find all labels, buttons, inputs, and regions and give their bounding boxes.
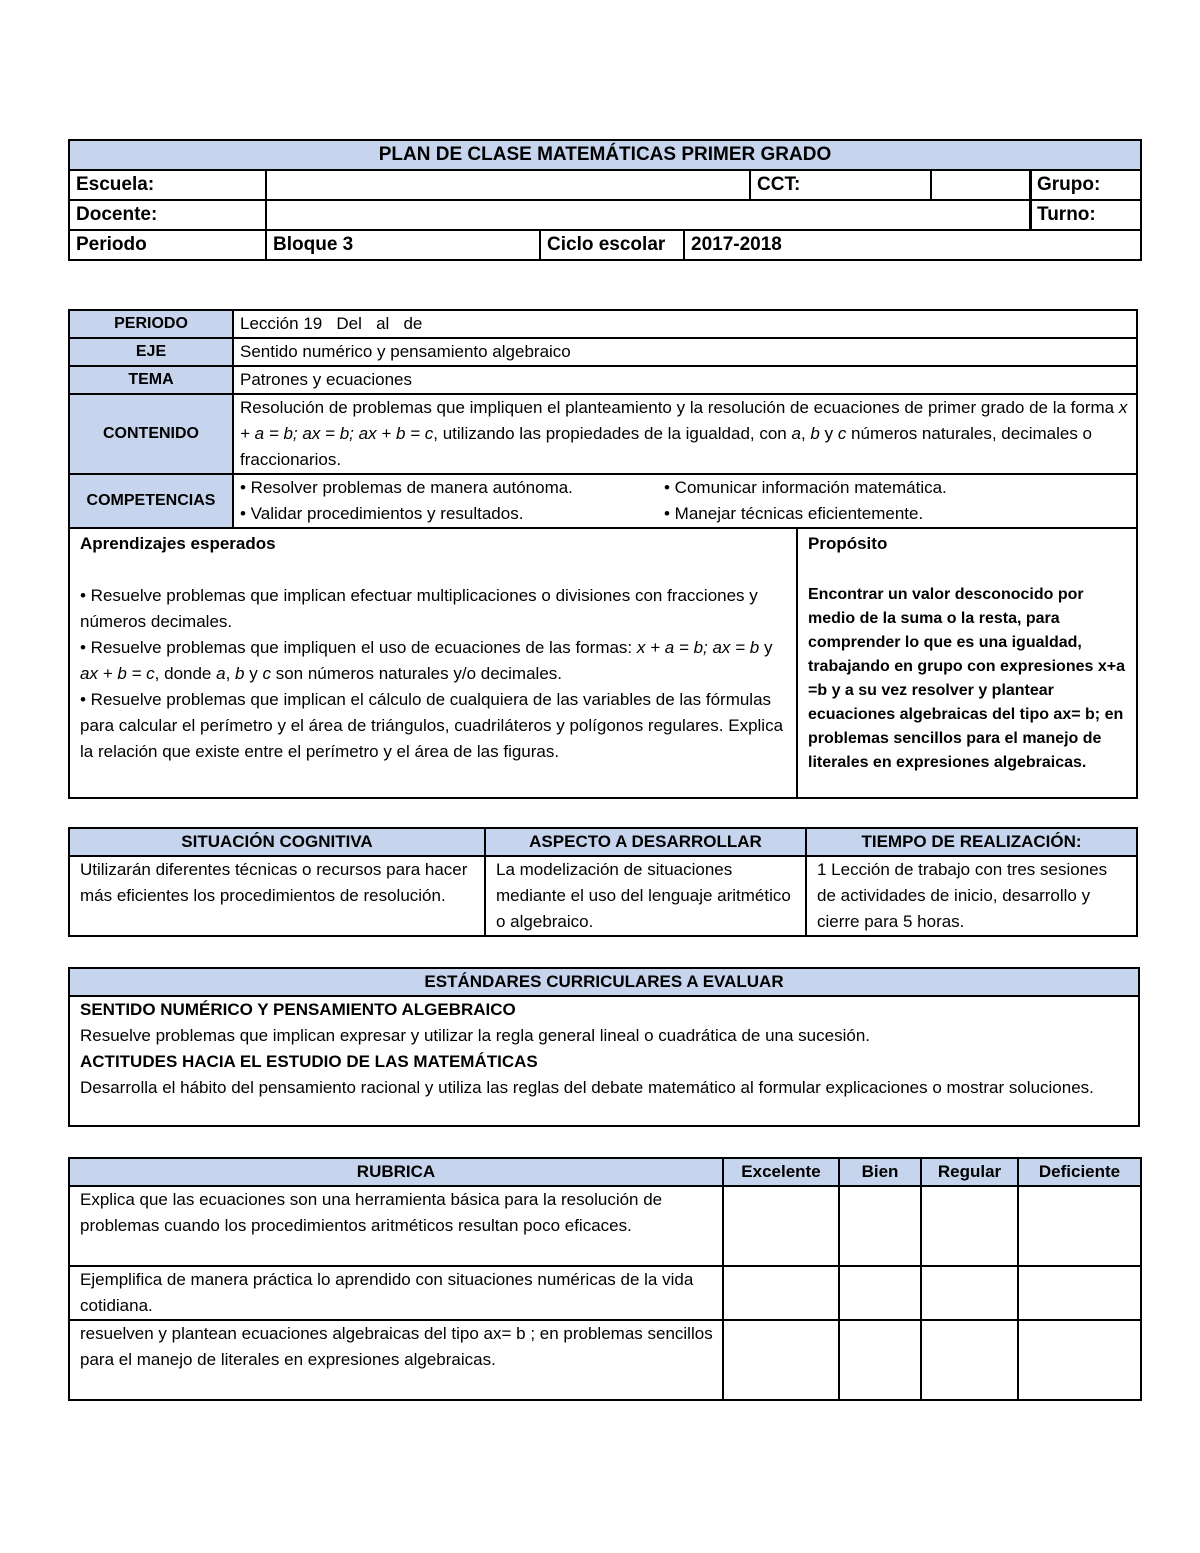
grupo-label: Grupo:: [1030, 170, 1141, 200]
situation-table: [68, 827, 1138, 937]
competencia-item: • Validar procedimientos y resultados.: [240, 504, 524, 523]
standards-header: ESTÁNDARES CURRICULARES A EVALUAR: [69, 968, 1139, 996]
standards-table: [68, 967, 1140, 1127]
situacion-text: Utilizarán diferentes técnicas o recursos para hacer más eficientes los procedimientos de resolución.: [69, 856, 485, 936]
bloque-value: Bloque 3: [266, 230, 540, 260]
rubric-cell-excelente[interactable]: [723, 1320, 839, 1400]
rubric-cell-excelente[interactable]: [723, 1186, 839, 1266]
header-table: [68, 139, 1142, 261]
standard-section-text: Resuelve problemas que implican expresar y utilizar la regla general lineal o cuadrática de una sucesión.: [80, 1026, 870, 1045]
proposito-cell: [797, 528, 1137, 798]
level-deficiente: Deficiente: [1018, 1158, 1141, 1186]
aprendizajes-title: Aprendizajes esperados: [80, 534, 276, 553]
aprendizaje-item: • Resuelve problemas que impliquen el uso de ecuaciones de las formas: x + a = b; ax = b y ax + b = c, donde a, b y c son números naturales y/o decimales.: [80, 638, 773, 683]
standard-section-title: ACTITUDES HACIA EL ESTUDIO DE LAS MATEMÁTICAS: [80, 1052, 538, 1071]
competencias-list: [233, 474, 1137, 528]
rubric-cell-regular[interactable]: [921, 1320, 1018, 1400]
rubric-cell-deficiente[interactable]: [1018, 1186, 1141, 1266]
docente-field[interactable]: [266, 200, 1030, 230]
situacion-header: SITUACIÓN COGNITIVA: [69, 828, 485, 856]
level-bien: Bien: [839, 1158, 921, 1186]
competencia-item: • Resolver problemas de manera autónoma.: [240, 478, 573, 497]
rubric-cell-regular[interactable]: [921, 1266, 1018, 1320]
plan-title: PLAN DE CLASE MATEMÁTICAS PRIMER GRADO: [69, 140, 1141, 170]
rubric-cell-excelente[interactable]: [723, 1266, 839, 1320]
rubric-cell-bien[interactable]: [839, 1186, 921, 1266]
rubric-criterion: resuelven y plantean ecuaciones algebraicas del tipo ax= b ; en problemas sencillos para el manejo de literales en expresiones algebraicas.: [69, 1320, 723, 1400]
aprendizajes-cell: [69, 528, 797, 798]
rubric-cell-deficiente[interactable]: [1018, 1320, 1141, 1400]
aspecto-text: La modelización de situaciones mediante el uso del lenguaje aritmético o algebraico.: [485, 856, 806, 936]
rubric-cell-bien[interactable]: [839, 1320, 921, 1400]
standard-section-title: SENTIDO NUMÉRICO Y PENSAMIENTO ALGEBRAICO: [80, 1000, 516, 1019]
docente-label: Docente:: [69, 200, 266, 230]
competencias-label: COMPETENCIAS: [69, 474, 233, 528]
periodo-label: Periodo: [69, 230, 266, 260]
standard-section-text: Desarrolla el hábito del pensamiento racional y utiliza las reglas del debate matemático al formular explicaciones o mostrar soluciones.: [80, 1078, 1094, 1097]
rubric-cell-regular[interactable]: [921, 1186, 1018, 1266]
ciclo-label: Ciclo escolar: [540, 230, 684, 260]
standards-body: [69, 996, 1139, 1126]
cct-label: CCT:: [750, 170, 931, 200]
aprendizaje-item: • Resuelve problemas que implican efectuar multiplicaciones o divisiones con fracciones y números decimales.: [80, 586, 758, 631]
turno-field[interactable]: [1030, 199, 1140, 229]
rubric-table: [68, 1157, 1142, 1401]
rubric-criterion: Ejemplifica de manera práctica lo aprendido con situaciones numéricas de la vida cotidiana.: [69, 1266, 723, 1320]
escuela-label: Escuela:: [69, 170, 266, 200]
rubric-criterion: Explica que las ecuaciones son una herramienta básica para la resolución de problemas cuando los procedimientos aritméticos resultan poco eficaces.: [69, 1186, 723, 1266]
competencia-item: • Manejar técnicas eficientemente.: [664, 504, 924, 523]
proposito-text: Encontrar un valor desconocido por medio de la suma o la resta, para comprender lo que es una igualdad, trabajando en grupo con expresiones x+a =b y a su vez resolver y plantear ecuaciones algebraicas del tipo ax= b; en problemas sencillos para el manejo de literales en expresiones algebraicas.: [808, 586, 1125, 771]
turno-label: Turno:: [1030, 200, 1141, 230]
rubric-row: [69, 1266, 1141, 1320]
tema-value: Patrones y ecuaciones: [233, 366, 1137, 394]
periodo-row-value: Lección 19 Del al de: [233, 310, 1137, 338]
proposito-title: Propósito: [808, 534, 888, 553]
aprendizaje-item: • Resuelve problemas que implican el cálculo de cualquiera de las variables de las fórmulas para calcular el perímetro y el área de triángulos, cuadriláteros y polígonos regulares. Explica la relación que existe entre el perímetro y el área de las figuras.: [80, 690, 784, 761]
rubric-header: RUBRICA: [69, 1158, 723, 1186]
rubric-row: [69, 1320, 1141, 1400]
contenido-value: Resolución de problemas que impliquen el planteamiento y la resolución de ecuaciones de primer grado de la forma x + a = b; ax = b; ax + b = c, utilizando las propiedades de la igualdad, con a, b y c números naturales, decimales o fraccionarios.: [233, 394, 1137, 474]
level-regular: Regular: [921, 1158, 1018, 1186]
ciclo-value: 2017-2018: [684, 230, 1141, 260]
rubric-cell-bien[interactable]: [839, 1266, 921, 1320]
escuela-field[interactable]: [266, 170, 750, 200]
rubric-row: [69, 1186, 1141, 1266]
rubric-cell-deficiente[interactable]: [1018, 1266, 1141, 1320]
cct-field[interactable]: [931, 170, 1030, 200]
eje-label: EJE: [69, 338, 233, 366]
contenido-label: CONTENIDO: [69, 394, 233, 474]
aspecto-header: ASPECTO A DESARROLLAR: [485, 828, 806, 856]
level-excelente: Excelente: [723, 1158, 839, 1186]
tiempo-header: TIEMPO DE REALIZACIÓN:: [806, 828, 1137, 856]
grupo-field[interactable]: [1030, 169, 1140, 199]
periodo-row-label: PERIODO: [69, 310, 233, 338]
tiempo-text: 1 Lección de trabajo con tres sesiones de actividades de inicio, desarrollo y cierre para 5 horas.: [806, 856, 1137, 936]
competencia-item: • Comunicar información matemática.: [664, 478, 947, 497]
eje-value: Sentido numérico y pensamiento algebraico: [233, 338, 1137, 366]
tema-label: TEMA: [69, 366, 233, 394]
lesson-table: [68, 309, 1138, 799]
